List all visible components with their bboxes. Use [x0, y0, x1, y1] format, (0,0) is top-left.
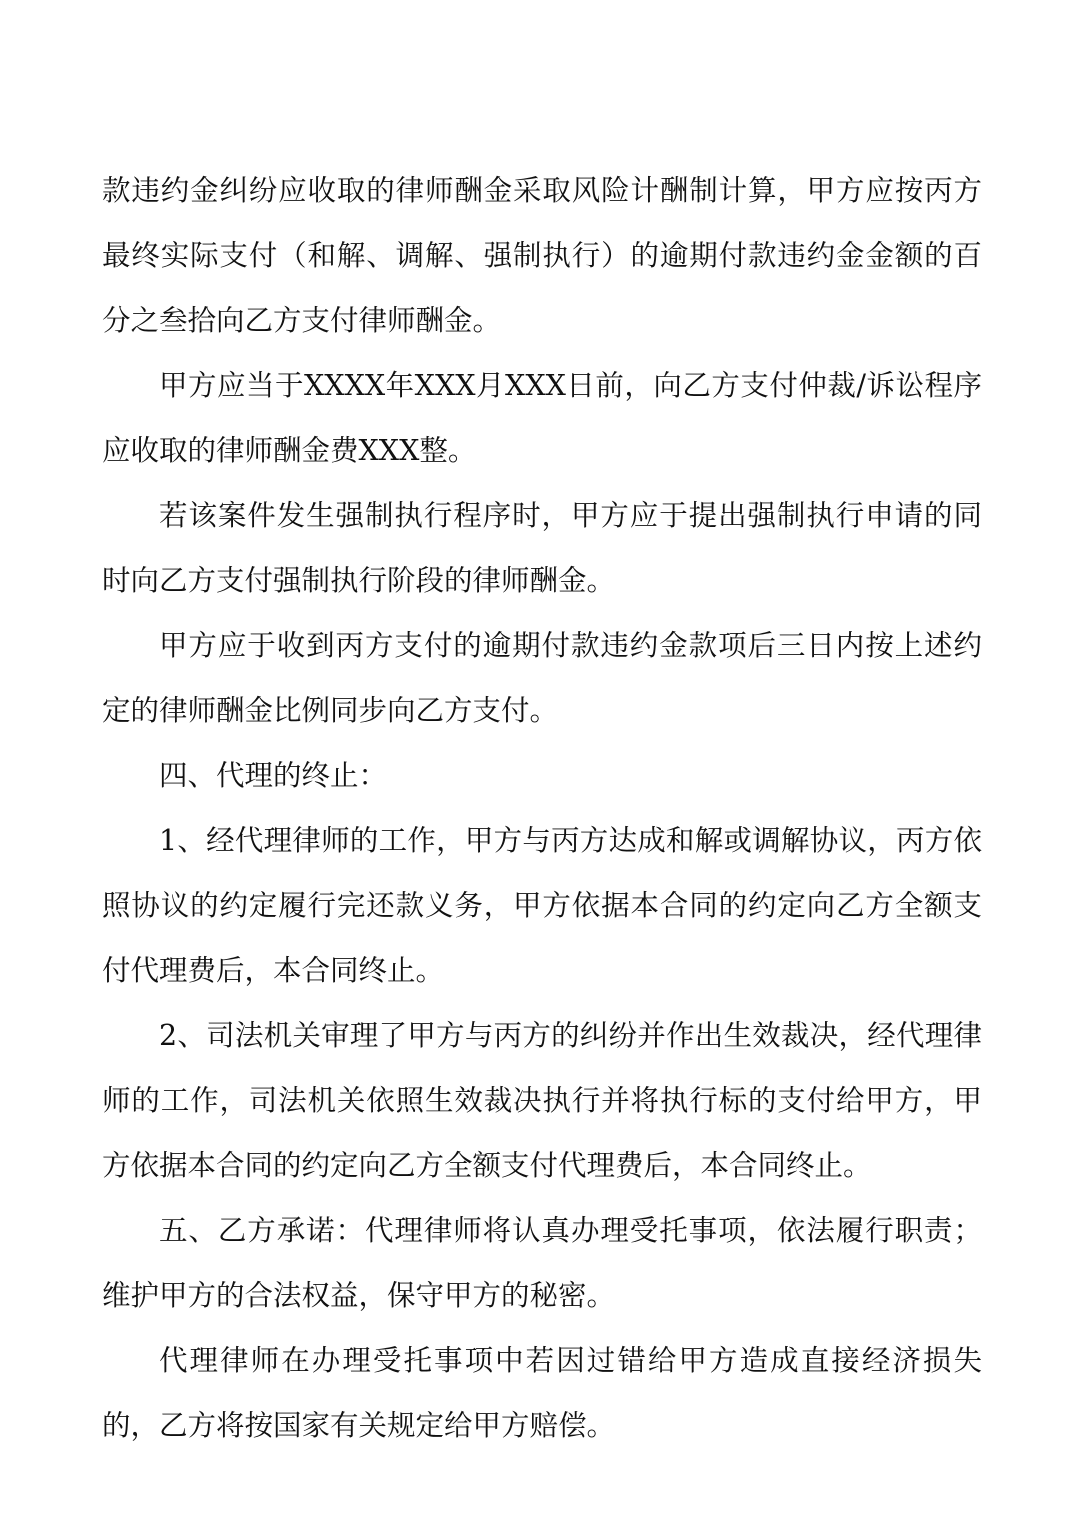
- paragraph-termination-clause-2: 2、司法机关审理了甲方与丙方的纠纷并作出生效裁决，经代理律师的工作，司法机关依照生效裁决执行并将执行标的支付给甲方，甲方依据本合同的约定向乙方全额支付代理费后，本合同终止。: [102, 1019, 982, 1182]
- section-heading-commitment: 五、乙方承诺：代理律师将认真办理受托事项，依法履行职责；维护甲方的合法权益，保守甲方的秘密。: [102, 1214, 982, 1312]
- document-body: [102, 158, 982, 1458]
- paragraph-termination-clause-1: 1、经代理律师的工作，甲方与丙方达成和解或调解协议，丙方依照协议的约定履行完还款义务，甲方依据本合同的约定向乙方全额支付代理费后，本合同终止。: [102, 824, 982, 987]
- paragraph-compensation: 代理律师在办理受托事项中若因过错给甲方造成直接经济损失的，乙方将按国家有关规定给甲方赔偿。: [102, 1344, 982, 1442]
- section-heading-termination: 四、代理的终止：: [159, 759, 388, 792]
- paragraph-enforcement-fee: 若该案件发生强制执行程序时，甲方应于提出强制执行申请的同时向乙方支付强制执行阶段的律师酬金。: [102, 499, 982, 597]
- paragraph-synchronous-payment: 甲方应于收到丙方支付的逾期付款违约金款项后三日内按上述约定的律师酬金比例同步向乙方支付。: [102, 629, 982, 727]
- paragraph-fee-calculation-continued: 款违约金纠纷应收取的律师酬金采取风险计酬制计算，甲方应按丙方最终实际支付（和解、调解、强制执行）的逾期付款违约金金额的百分之叁拾向乙方支付律师酬金。: [102, 174, 982, 337]
- paragraph-payment-deadline: 甲方应当于XXXX年XXX月XXX日前，向乙方支付仲裁/诉讼程序应收取的律师酬金费XXX整。: [102, 369, 982, 467]
